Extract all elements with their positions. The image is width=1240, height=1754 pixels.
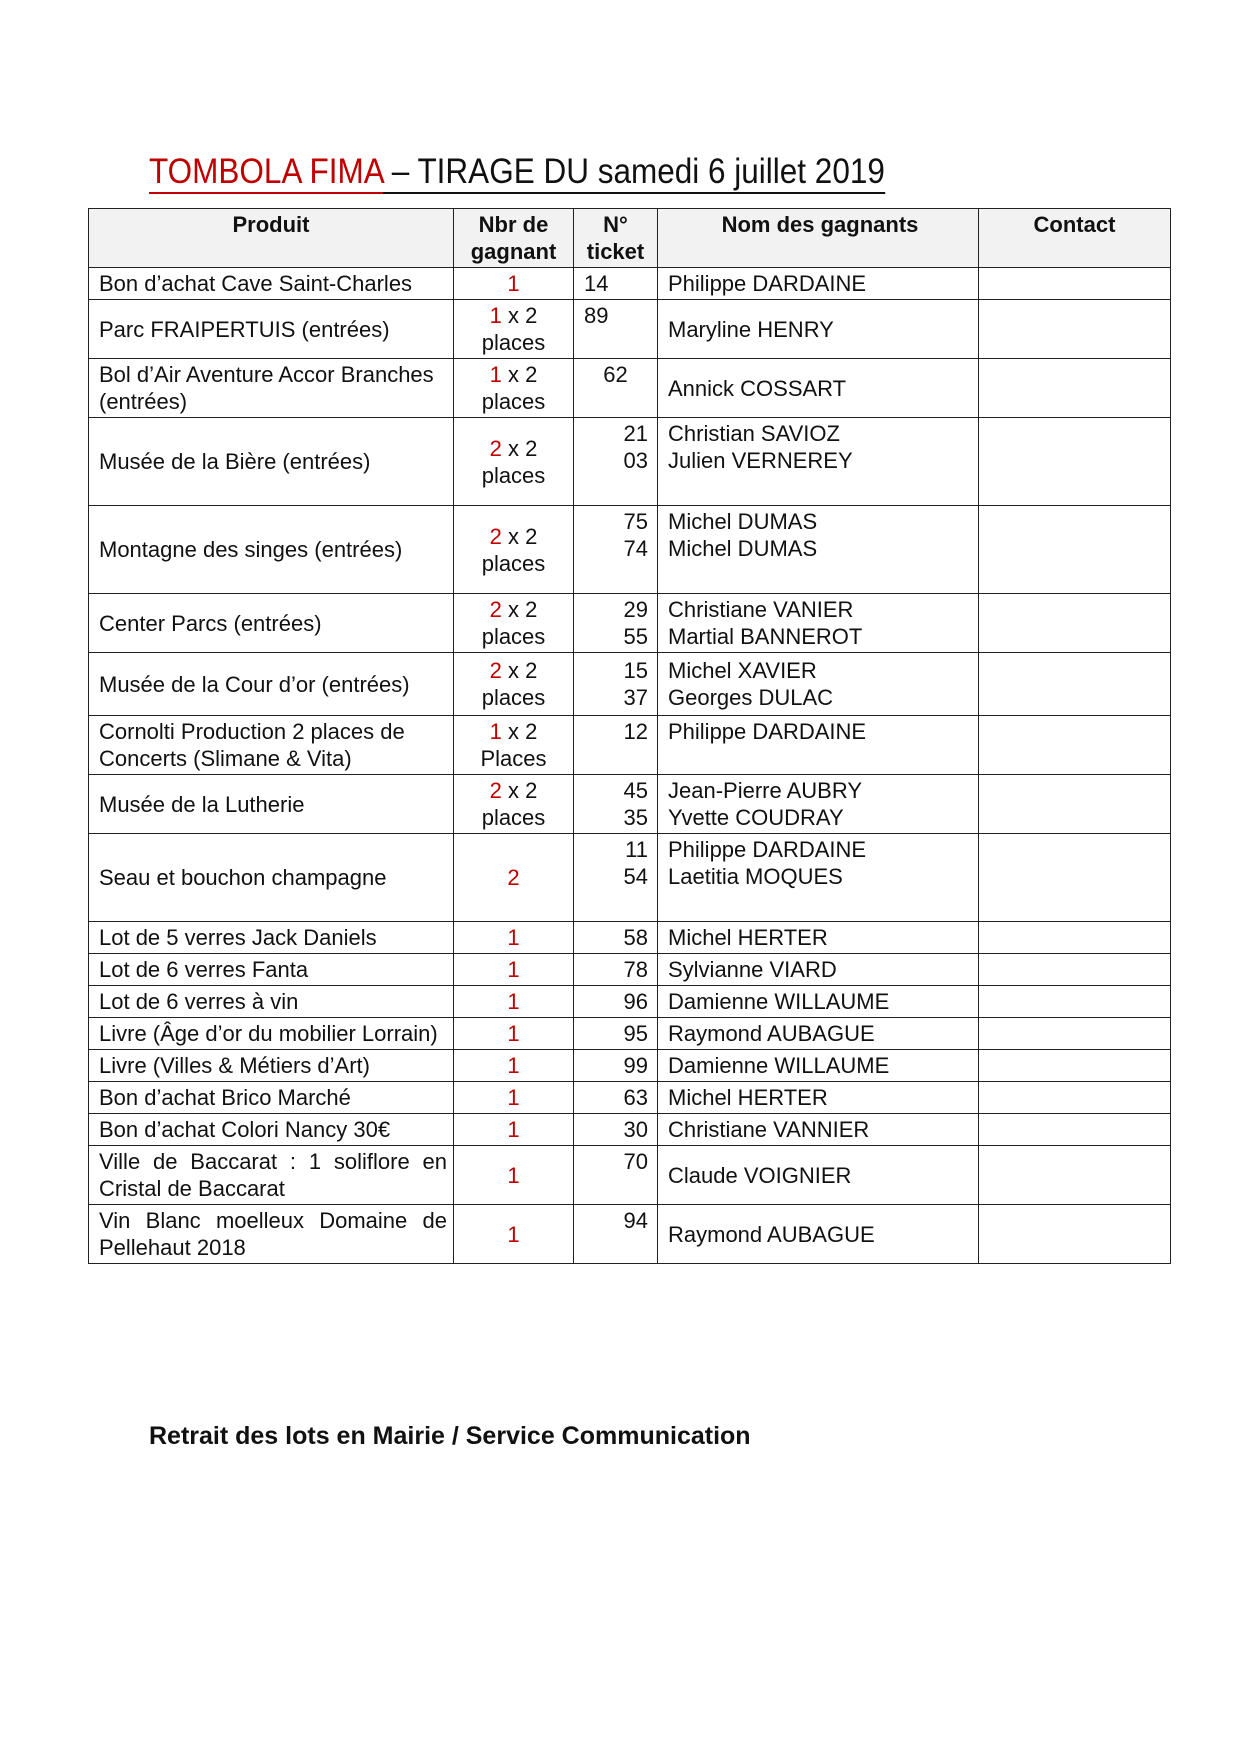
- cell-contact: [979, 986, 1171, 1018]
- cell-winner-names: [658, 653, 979, 716]
- header-produit: Produit: [89, 209, 454, 268]
- cell-nbr-gagnant: [454, 922, 574, 954]
- winner-count: 1: [489, 303, 502, 328]
- cell-produit: Seau et bouchon champagne: [89, 834, 454, 922]
- winner-multiplier: x 2: [501, 523, 538, 549]
- winner-count: 1: [489, 362, 502, 387]
- cell-ticket: [574, 268, 658, 300]
- footer-note: Retrait des lots en Mairie / Service Communication: [149, 1422, 751, 1450]
- title-draw-date: – TIRAGE DU samedi 6 juillet 2019: [383, 152, 885, 194]
- cell-contact: [979, 418, 1171, 506]
- cell-produit: Bol d’Air Aventure Accor Branches (entrées): [89, 359, 454, 418]
- winners-table-wrapper: [88, 208, 1171, 1264]
- winner-count: 2: [489, 597, 502, 622]
- cell-winner-names: [658, 922, 979, 954]
- winner-name: Michel DUMAS: [668, 536, 818, 561]
- cell-ticket: [574, 954, 658, 986]
- cell-ticket: [574, 1018, 658, 1050]
- cell-ticket: [574, 986, 658, 1018]
- winner-name: Annick COSSART: [668, 375, 847, 401]
- cell-ticket: [574, 359, 658, 418]
- table-row: [89, 1146, 1171, 1205]
- table-row: [89, 775, 1171, 834]
- table-row: [89, 922, 1171, 954]
- ticket-number: 94: [623, 1208, 648, 1233]
- winner-name: Michel DUMAS: [668, 509, 818, 534]
- winner-name: Raymond AUBAGUE: [668, 1021, 875, 1046]
- cell-winner-names: [658, 359, 979, 418]
- winner-name: Julien VERNEREY: [668, 448, 853, 473]
- winner-count: 1: [507, 1162, 520, 1188]
- ticket-number: 12: [623, 719, 648, 744]
- cell-winner-names: [658, 1146, 979, 1205]
- cell-nbr-gagnant: [454, 954, 574, 986]
- cell-ticket: [574, 834, 658, 922]
- cell-contact: [979, 834, 1171, 922]
- cell-produit: Musée de la Bière (entrées): [89, 418, 454, 506]
- ticket-number: 58: [623, 925, 648, 950]
- page-title: [149, 150, 885, 194]
- table-row: [89, 268, 1171, 300]
- cell-winner-names: [658, 986, 979, 1018]
- places-label: places: [481, 685, 546, 710]
- ticket-number: 55: [623, 624, 648, 649]
- cell-nbr-gagnant: [454, 1114, 574, 1146]
- cell-nbr-gagnant: [454, 986, 574, 1018]
- ticket-number: 78: [623, 957, 648, 982]
- winner-count: 1: [489, 719, 502, 744]
- cell-contact: [979, 1082, 1171, 1114]
- ticket-number: 99: [623, 1053, 648, 1078]
- winner-name: Claude VOIGNIER: [668, 1162, 852, 1188]
- cell-nbr-gagnant: [454, 1082, 574, 1114]
- cell-nbr-gagnant: [454, 418, 574, 506]
- table-body: [89, 268, 1171, 1264]
- winner-name: Philippe DARDAINE: [668, 271, 867, 296]
- cell-produit: Lot de 6 verres à vin: [89, 986, 454, 1018]
- ticket-number: 95: [623, 1021, 648, 1046]
- cell-ticket: [574, 594, 658, 653]
- cell-produit: Cornolti Production 2 places de Concerts (Slimane & Vita): [89, 716, 454, 775]
- cell-nbr-gagnant: [454, 1018, 574, 1050]
- winner-multiplier: x 2: [501, 658, 538, 683]
- cell-produit: Bon d’achat Cave Saint-Charles: [89, 268, 454, 300]
- cell-contact: [979, 775, 1171, 834]
- cell-nbr-gagnant: [454, 1050, 574, 1082]
- ticket-number: 35: [623, 805, 648, 830]
- ticket-number: 29: [623, 597, 648, 622]
- header-nbr-gagnant: [454, 209, 574, 268]
- winner-multiplier: x 2: [501, 597, 538, 622]
- cell-nbr-gagnant: [454, 1146, 574, 1205]
- winner-count: 1: [507, 1085, 520, 1110]
- table-row: [89, 1114, 1171, 1146]
- cell-winner-names: [658, 775, 979, 834]
- cell-produit: Livre (Âge d’or du mobilier Lorrain): [89, 1018, 454, 1050]
- winner-name: Michel HERTER: [668, 1085, 828, 1110]
- ticket-number: 11: [625, 837, 648, 862]
- title-tombola: TOMBOLA FIMA: [149, 152, 383, 194]
- cell-produit: Montagne des singes (entrées): [89, 506, 454, 594]
- winner-name: Martial BANNEROT: [668, 624, 863, 649]
- cell-nbr-gagnant: [454, 653, 574, 716]
- header-nom-gagnants: Nom des gagnants: [658, 209, 979, 268]
- cell-nbr-gagnant: [454, 1205, 574, 1264]
- ticket-number: 89: [584, 303, 609, 328]
- ticket-number: 63: [623, 1085, 648, 1110]
- ticket-number: 62: [603, 362, 628, 387]
- cell-winner-names: [658, 834, 979, 922]
- places-label: Places: [480, 746, 547, 771]
- cell-contact: [979, 1205, 1171, 1264]
- cell-winner-names: [658, 594, 979, 653]
- cell-ticket: [574, 1050, 658, 1082]
- winner-count: 1: [507, 271, 520, 296]
- winner-name: Philippe DARDAINE: [668, 837, 867, 862]
- table-row: [89, 653, 1171, 716]
- cell-produit: Lot de 5 verres Jack Daniels: [89, 922, 454, 954]
- table-header-row: [89, 209, 1171, 268]
- ticket-number: 21: [623, 421, 648, 446]
- winner-name: Philippe DARDAINE: [668, 719, 867, 744]
- table-row: [89, 1050, 1171, 1082]
- winner-name: Yvette COUDRAY: [668, 805, 844, 830]
- winner-count: 1: [507, 925, 520, 950]
- ticket-number: 54: [623, 864, 648, 889]
- cell-produit: Bon d’achat Colori Nancy 30€: [89, 1114, 454, 1146]
- winner-multiplier: x 2: [501, 303, 538, 328]
- table-row: [89, 954, 1171, 986]
- ticket-number: 15: [623, 658, 648, 683]
- cell-nbr-gagnant: [454, 268, 574, 300]
- winner-name: Damienne WILLAUME: [668, 989, 890, 1014]
- winner-name: Michel XAVIER: [668, 658, 817, 683]
- cell-winner-names: [658, 418, 979, 506]
- winner-name: Christiane VANNIER: [668, 1117, 870, 1142]
- cell-winner-names: [658, 1114, 979, 1146]
- winner-name: Georges DULAC: [668, 685, 834, 710]
- cell-produit: Musée de la Cour d’or (entrées): [89, 653, 454, 716]
- ticket-number: 96: [623, 989, 648, 1014]
- cell-produit: Musée de la Lutherie: [89, 775, 454, 834]
- winner-multiplier: x 2: [501, 719, 538, 744]
- ticket-number: 30: [623, 1117, 648, 1142]
- ticket-number: 03: [623, 448, 648, 473]
- ticket-number: 70: [623, 1149, 648, 1174]
- winner-count: 2: [489, 778, 502, 803]
- winner-count: 1: [507, 1021, 520, 1046]
- winner-count: 2: [489, 435, 502, 461]
- cell-contact: [979, 954, 1171, 986]
- cell-ticket: [574, 1205, 658, 1264]
- cell-produit: Livre (Villes & Métiers d’Art): [89, 1050, 454, 1082]
- cell-ticket: [574, 775, 658, 834]
- ticket-number: 37: [623, 685, 648, 710]
- places-label: places: [481, 624, 546, 649]
- table-row: [89, 986, 1171, 1018]
- places-label: places: [481, 462, 546, 488]
- cell-contact: [979, 506, 1171, 594]
- cell-produit: Parc FRAIPERTUIS (entrées): [89, 300, 454, 359]
- winner-count: 1: [507, 1221, 520, 1247]
- cell-ticket: [574, 1114, 658, 1146]
- winner-count: 2: [489, 658, 502, 683]
- table-row: [89, 359, 1171, 418]
- ticket-number: 75: [623, 509, 648, 534]
- cell-ticket: [574, 418, 658, 506]
- cell-winner-names: [658, 506, 979, 594]
- cell-winner-names: [658, 716, 979, 775]
- cell-nbr-gagnant: [454, 716, 574, 775]
- cell-contact: [979, 1114, 1171, 1146]
- table-row: [89, 834, 1171, 922]
- header-ticket-line2: ticket: [586, 239, 645, 264]
- cell-winner-names: [658, 1050, 979, 1082]
- cell-nbr-gagnant: [454, 359, 574, 418]
- cell-contact: [979, 594, 1171, 653]
- cell-contact: [979, 653, 1171, 716]
- cell-contact: [979, 716, 1171, 775]
- ticket-number: 74: [623, 536, 648, 561]
- cell-nbr-gagnant: [454, 594, 574, 653]
- cell-produit: Center Parcs (entrées): [89, 594, 454, 653]
- winner-name: Raymond AUBAGUE: [668, 1221, 875, 1247]
- winner-name: Sylvianne VIARD: [668, 957, 837, 982]
- places-label: places: [481, 550, 546, 576]
- table-row: [89, 1205, 1171, 1264]
- table-row: [89, 716, 1171, 775]
- winner-name: Christiane VANIER: [668, 597, 854, 622]
- winner-name: Laetitia MOQUES: [668, 864, 843, 889]
- cell-produit: Ville de Baccarat : 1 soliflore en Cristal de Baccarat: [89, 1146, 454, 1205]
- cell-contact: [979, 922, 1171, 954]
- cell-winner-names: [658, 1082, 979, 1114]
- cell-contact: [979, 300, 1171, 359]
- table-row: [89, 300, 1171, 359]
- header-ticket: [574, 209, 658, 268]
- cell-nbr-gagnant: [454, 506, 574, 594]
- places-label: places: [481, 805, 546, 830]
- cell-winner-names: [658, 954, 979, 986]
- winner-count: 1: [507, 1117, 520, 1142]
- winner-name: Michel HERTER: [668, 925, 828, 950]
- cell-ticket: [574, 506, 658, 594]
- cell-ticket: [574, 1146, 658, 1205]
- winner-name: Maryline HENRY: [668, 316, 834, 342]
- cell-winner-names: [658, 1018, 979, 1050]
- winner-count: 2: [507, 865, 520, 890]
- cell-contact: [979, 1050, 1171, 1082]
- cell-ticket: [574, 1082, 658, 1114]
- cell-contact: [979, 1146, 1171, 1205]
- winner-count: 1: [507, 989, 520, 1014]
- winners-table: [88, 208, 1171, 1264]
- cell-winner-names: [658, 268, 979, 300]
- cell-winner-names: [658, 300, 979, 359]
- header-contact: Contact: [979, 209, 1171, 268]
- header-nbr-line1: Nbr de: [478, 212, 549, 237]
- table-row: [89, 506, 1171, 594]
- places-label: places: [481, 330, 546, 355]
- winner-multiplier: x 2: [501, 778, 538, 803]
- table-row: [89, 1018, 1171, 1050]
- winner-count: 2: [489, 523, 502, 549]
- cell-ticket: [574, 716, 658, 775]
- places-label: places: [481, 389, 546, 414]
- winner-multiplier: x 2: [501, 362, 538, 387]
- table-row: [89, 594, 1171, 653]
- cell-ticket: [574, 922, 658, 954]
- cell-ticket: [574, 653, 658, 716]
- cell-contact: [979, 268, 1171, 300]
- winner-multiplier: x 2: [501, 435, 538, 461]
- cell-nbr-gagnant: [454, 834, 574, 922]
- header-nbr-line2: gagnant: [470, 239, 557, 264]
- cell-contact: [979, 359, 1171, 418]
- winner-count: 1: [507, 957, 520, 982]
- winner-count: 1: [507, 1053, 520, 1078]
- ticket-number: 14: [584, 271, 609, 296]
- cell-contact: [979, 1018, 1171, 1050]
- cell-ticket: [574, 300, 658, 359]
- cell-winner-names: [658, 1205, 979, 1264]
- winner-name: Jean-Pierre AUBRY: [668, 778, 863, 803]
- table-row: [89, 1082, 1171, 1114]
- winner-name: Damienne WILLAUME: [668, 1053, 890, 1078]
- winner-name: Christian SAVIOZ: [668, 421, 840, 446]
- cell-produit: Lot de 6 verres Fanta: [89, 954, 454, 986]
- cell-nbr-gagnant: [454, 300, 574, 359]
- ticket-number: 45: [623, 778, 648, 803]
- cell-produit: Bon d’achat Brico Marché: [89, 1082, 454, 1114]
- table-row: [89, 418, 1171, 506]
- header-ticket-line1: N°: [603, 212, 628, 237]
- cell-nbr-gagnant: [454, 775, 574, 834]
- cell-produit: Vin Blanc moelleux Domaine de Pellehaut 2018: [89, 1205, 454, 1264]
